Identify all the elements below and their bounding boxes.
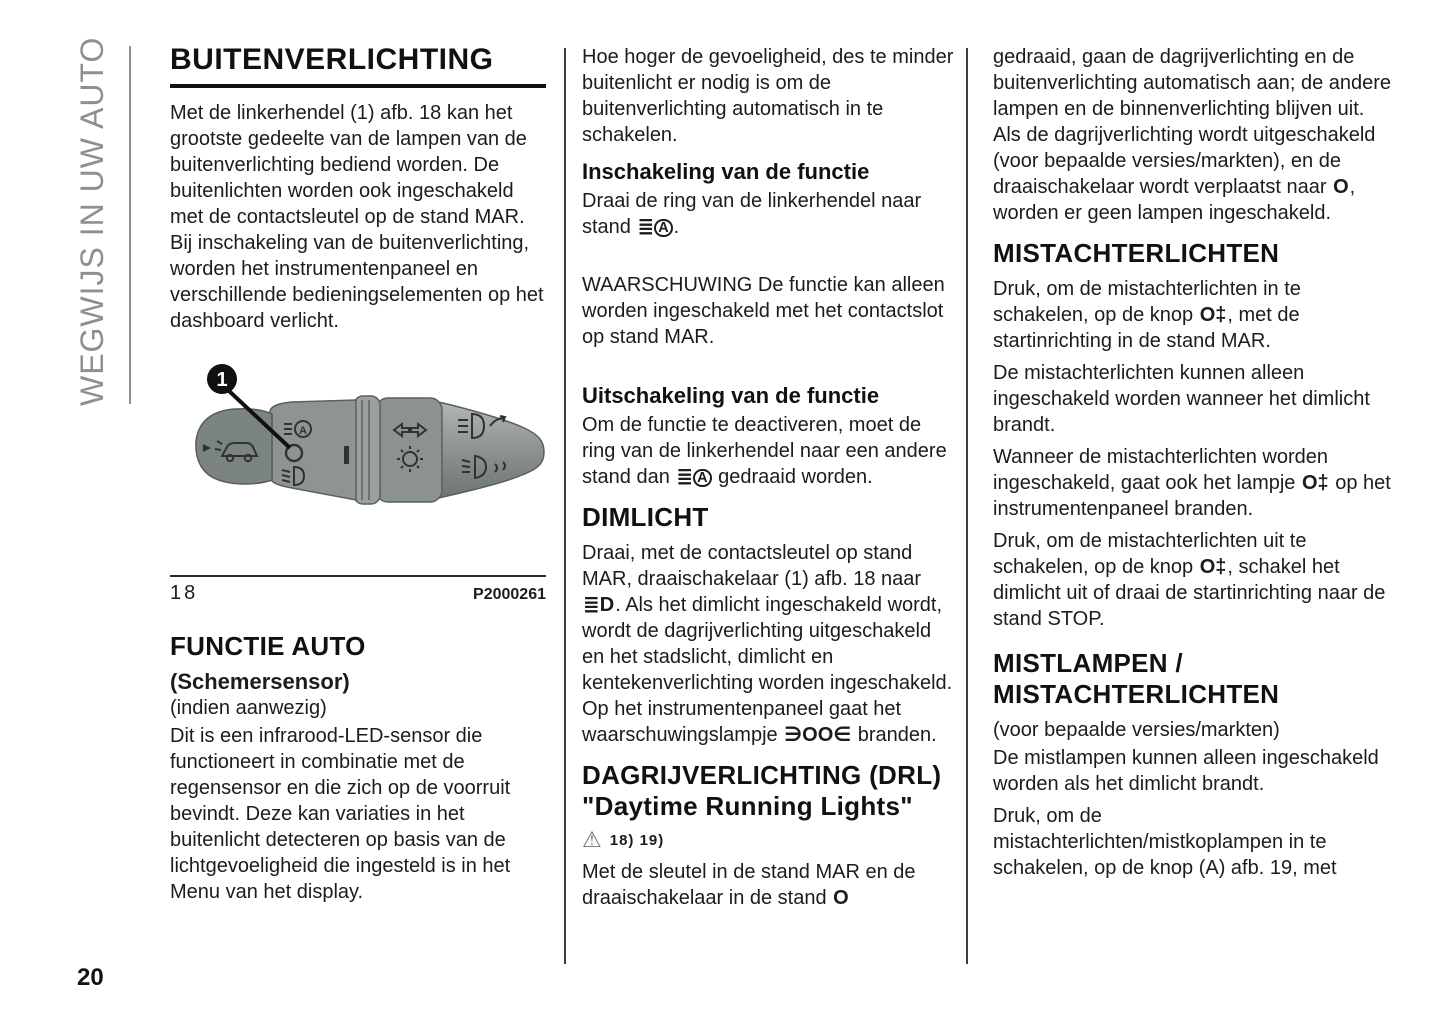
column-2 bbox=[582, 44, 954, 917]
paragraph: Hoe hoger de gevoeligheid, des te minder buitenlicht er nodig is om de buitenverlichting automatisch in te schakelen. bbox=[582, 46, 954, 146]
stalk-body bbox=[270, 400, 356, 500]
chapter-sidebar-label: WEGWIJS IN UW AUTO bbox=[74, 36, 110, 406]
stalk-ribbed-ring bbox=[354, 396, 380, 504]
auto-headlight-icon: ≣ A bbox=[636, 216, 673, 238]
paragraph: Draai, met de contactsleutel op stand MAR, draaischakelaar (1) afb. 18 naar ≣D. Als het dimlicht ingeschakeld wordt, wordt de dagrijverlichting uitgeschakeld en het stadslicht, dimlicht en kentekenverlichting worden ingeschakeld. Op het instrumentenpaneel gaat het waarschuwingslampje ∋ΟΟ∈ branden. bbox=[582, 542, 953, 746]
paragraph: gedraaid, gaan de dagrijverlichting en de buitenverlichting automatisch aan; de andere lampen en de binnenverlichting blijven uit. Als de dagrijverlichting wordt uitgeschakeld (voor bepaalde versies/markten), en de draaischakelaar wordt verplaatst naar Ο, worden er geen lampen ingeschakeld. bbox=[993, 46, 1392, 224]
figure-photo-code: P2000261 bbox=[473, 586, 546, 603]
paragraph: Druk, om de mistachterlichten uit te schakelen, op de knop Ο‡, schakel het dimlicht uit of draai de startinrichting naar de stand STOP. bbox=[993, 530, 1386, 630]
stalk-handle bbox=[434, 401, 544, 499]
rear-fog-light-icon: Ο‡ bbox=[1199, 304, 1227, 326]
low-beam-icon: ≣D bbox=[583, 594, 615, 616]
warning-triangle-icon: ⚠ bbox=[582, 827, 602, 852]
page-number: 20 bbox=[77, 964, 104, 991]
off-position-icon: Ο bbox=[833, 887, 849, 909]
paragraph: Met de sleutel in de stand MAR en de draaischakelaar in de stand Ο bbox=[582, 861, 916, 909]
svg-text:A: A bbox=[299, 425, 307, 437]
position-marker bbox=[344, 446, 349, 464]
heading-dagrijverlichting: DAGRIJVERLICHTING (DRL) "Daytime Running Lights" bbox=[582, 760, 942, 821]
subheading-schemersensor: (Schemersensor) bbox=[170, 669, 350, 694]
column-1 bbox=[170, 44, 546, 911]
paragraph: Druk, om de mistachterlichten in te schakelen, op de knop Ο‡, met de startinrichting in de stand MAR. bbox=[993, 278, 1301, 352]
heading-mistachterlichten: MISTACHTERLICHTEN bbox=[993, 238, 1280, 268]
off-position-icon: Ο bbox=[1333, 176, 1349, 198]
heading-functie-auto: FUNCTIE AUTO bbox=[170, 631, 366, 661]
paragraph: Om de functie te deactiveren, moet de ring van de linkerhendel naar een andere stand dan ≣ A gedraaid worden. bbox=[582, 414, 947, 488]
paragraph: Wanneer de mistachterlichten worden ingeschakeld, gaat ook het lampje Ο‡ op het instrumentenpaneel branden. bbox=[993, 446, 1391, 520]
paragraph: Met de linkerhendel (1) afb. 18 kan het grootste gedeelte van de lampen van de buitenverlichting bediend worden. De buitenlichten worden ook ingeschakeld met de contactsleutel op de stand MAR. Bij inschakeling van de buitenverlichting, worden het instrumentenpaneel en verschillende bedieningselementen op het dashboard verlicht. bbox=[170, 102, 544, 332]
heading-dimlicht: DIMLICHT bbox=[582, 502, 709, 532]
warning-paragraph: WAARSCHUWING De functie kan alleen worden ingeschakeld met het contactslot op stand MAR. bbox=[582, 274, 945, 348]
figure-number: 18 bbox=[170, 582, 199, 604]
figure-caption bbox=[170, 575, 546, 605]
column-3 bbox=[993, 44, 1393, 887]
note-indien-aanwezig: (indien aanwezig) bbox=[170, 697, 327, 719]
paragraph: Dit is een infrarood-LED-sensor die functioneert in combinatie met de regensensor en die zich op de voorruit bevindt. Deze kan variaties in het buitenlicht detecteren op basis van de lichtgevoeligheid die ingesteld is in het Menu van het display. bbox=[170, 725, 511, 903]
stalk-ring-band bbox=[376, 398, 442, 502]
paragraph: De mistlampen kunnen alleen ingeschakeld worden als het dimlicht brandt. bbox=[993, 747, 1379, 795]
paragraph: De mistachterlichten kunnen alleen ingeschakeld worden wanneer het dimlicht brandt. bbox=[993, 362, 1370, 436]
sidebar-rule bbox=[129, 46, 131, 404]
paragraph: Draai de ring van de linkerhendel naar stand ≣ A . bbox=[582, 190, 922, 238]
warning-references bbox=[582, 829, 954, 851]
heading-inschakeling: Inschakeling van de functie bbox=[582, 159, 870, 184]
note-versies-markten: (voor bepaalde versies/markten) bbox=[993, 719, 1280, 741]
auto-headlight-icon: ≣ A bbox=[675, 466, 712, 488]
column-divider bbox=[966, 48, 968, 964]
warning-reference-numbers: 18) 19) bbox=[609, 831, 665, 849]
figure-18 bbox=[170, 356, 546, 605]
heading-mistlampen: MISTLAMPEN / MISTACHTERLICHTEN bbox=[993, 648, 1280, 709]
column-divider bbox=[564, 48, 566, 964]
position-lights-icon: ∋ΟΟ∈ bbox=[784, 724, 852, 746]
rear-fog-light-icon: Ο‡ bbox=[1301, 472, 1329, 494]
heading-uitschakeling: Uitschakeling van de functie bbox=[582, 383, 880, 408]
rear-fog-light-icon: Ο‡ bbox=[1199, 556, 1227, 578]
light-stalk-illustration bbox=[170, 356, 546, 568]
paragraph: Druk, om de mistachterlichten/mistkoplampen in te schakelen, op de knop (A) afb. 19, met bbox=[993, 805, 1337, 879]
heading-buitenverlichting: BUITENVERLICHTING bbox=[170, 44, 546, 88]
callout-number: 1 bbox=[216, 369, 228, 391]
